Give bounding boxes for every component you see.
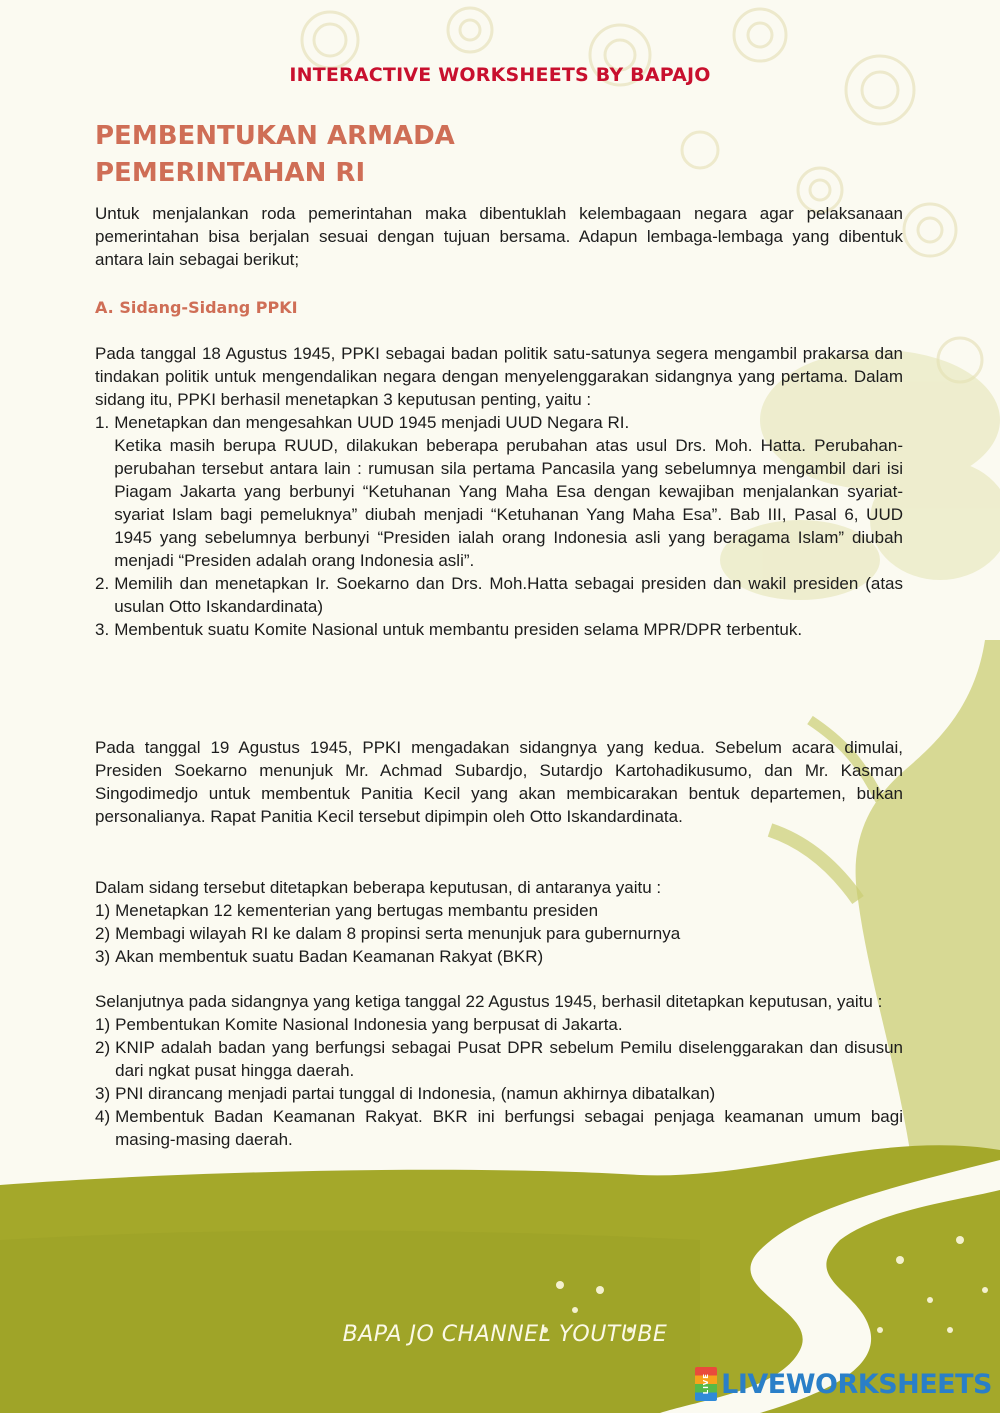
list-item: [95, 1105, 903, 1151]
section-heading: A. Sidang-Sidang PPKI: [95, 298, 298, 317]
list-item-text: Membagi wilayah RI ke dalam 8 propinsi serta menunjuk para gubernurnya: [115, 924, 681, 943]
page-title-line-1: PEMBENTUKAN ARMADA: [95, 121, 455, 151]
list-item-number: 3.: [95, 620, 110, 639]
list-item-number: 2): [95, 924, 111, 943]
list-item: [95, 922, 903, 945]
site-header: INTERACTIVE WORKSHEETS BY BAPAJO: [289, 64, 711, 86]
liveworksheets-badge-icon: [695, 1367, 717, 1401]
page-title-line-2: PEMERINTAHAN RI: [95, 158, 366, 188]
list-item-number: 1): [95, 901, 111, 920]
list-item: [95, 618, 903, 641]
sidang-2-intro: Pada tanggal 19 Agustus 1945, PPKI mengadakan sidangnya yang kedua. Sebelum acara dimulai, Presiden Soekarno menunjuk Mr. Achmad Subardjo, Sutardjo Kartohadikusumo, dan Mr. Kasman Singodimedjo untuk membentuk Panitia Kecil yang akan membicarakan bentuk departemen, bukan personalianya. Rapat Panitia Kecil tersebut dipimpin oleh Otto Iskandardinata.: [95, 738, 903, 826]
sidang-3-list: [95, 1013, 903, 1151]
list-item-text: Pembentukan Komite Nasional Indonesia yang berpusat di Jakarta.: [115, 1015, 623, 1034]
list-item-text: PNI dirancang menjadi partai tunggal di Indonesia, (namun akhirnya dibatalkan): [115, 1084, 716, 1103]
list-item-number: 1.: [95, 413, 110, 432]
list-item-text: Membentuk Badan Keamanan Rakyat. BKR ini berfungsi sebagai penjaga keamanan umum bagi masing-masing daerah.: [115, 1107, 903, 1149]
sidang-2-decisions: [95, 876, 903, 968]
liveworksheets-brand-text: LIVEWORKSHEETS: [721, 1368, 992, 1400]
list-item: [95, 572, 903, 618]
sidang-1-intro: Pada tanggal 18 Agustus 1945, PPKI sebagai badan politik satu-satunya segera mengambil prakarsa dan tindakan politik untuk mengendalikan negara dengan menyelenggarakan sidangnya yang pertama. Dalam sidang itu, PPKI berhasil menetapkan 3 keputusan penting, yaitu :: [95, 344, 903, 409]
list-item-number: 4): [95, 1107, 111, 1126]
list-item-number: 3): [95, 1084, 111, 1103]
list-item-number: 3): [95, 947, 111, 966]
sidang-3-block: [95, 990, 903, 1151]
sidang-3-intro: Selanjutnya pada sidangnya yang ketiga tanggal 22 Agustus 1945, berhasil ditetapkan keputusan, yaitu :: [95, 992, 883, 1011]
list-item-number: 2): [95, 1038, 111, 1057]
liveworksheets-badge-text: LIVE: [702, 1373, 711, 1395]
list-item-number: 2.: [95, 574, 110, 593]
list-item-text: Menetapkan dan mengesahkan UUD 1945 menjadi UUD Negara RI.: [114, 413, 630, 432]
page-title: [95, 118, 695, 192]
list-item: [95, 945, 903, 968]
footer-channel-label: BAPA JO CHANNEL YOUTUBE: [342, 1322, 668, 1347]
list-item: [95, 1036, 903, 1082]
list-item-number: 1): [95, 1015, 111, 1034]
list-item: [95, 411, 903, 572]
list-item: [95, 899, 903, 922]
sidang-2-decisions-intro: Dalam sidang tersebut ditetapkan beberapa keputusan, di antaranya yaitu :: [95, 878, 662, 897]
list-item-detail: Ketika masih berupa RUUD, dilakukan beberapa perubahan atas usul Drs. Moh. Hatta. Perubahan-perubahan tersebut antara lain : rumusan sila pertama Pancasila yang sebelumnya mengambil dari isi Piagam Jakarta yang berbunyi “Ketuhanan Yang Maha Esa dengan kewajiban menjalankan syariat-syariat Islam bagi pemeluknya” diubah menjadi “Ketuhanan Yang Maha Esa”. Bab III, Pasal 6, UUD 1945 yang sebelumnya berbunyi “Presiden ialah orang Indonesia asli yang beragama Islam” diubah menjadi “Presiden adalah orang Indonesia asli”.: [114, 436, 903, 570]
sidang-2-list: [95, 899, 903, 968]
list-item-text: Memilih dan menetapkan Ir. Soekarno dan Drs. Moh.Hatta sebagai presiden dan wakil presiden (atas usulan Otto Iskandardinata): [114, 574, 903, 616]
sidang-1-list: [95, 411, 903, 641]
list-item-text: Membentuk suatu Komite Nasional untuk membantu presiden selama MPR/DPR terbentuk.: [114, 620, 803, 639]
list-item-text: Akan membentuk suatu Badan Keamanan Rakyat (BKR): [115, 947, 544, 966]
list-item: [95, 1082, 903, 1105]
liveworksheets-logo[interactable]: [695, 1367, 992, 1401]
list-item: [95, 1013, 903, 1036]
list-item-text: KNIP adalah badan yang berfungsi sebagai Pusat DPR sebelum Pemilu diselenggarakan dan disusun dari ngkat pusat hingga daerah.: [115, 1038, 903, 1080]
sidang-1-block: [95, 342, 903, 641]
list-item-text: Menetapkan 12 kementerian yang bertugas membantu presiden: [115, 901, 599, 920]
intro-paragraph: Untuk menjalankan roda pemerintahan maka dibentuklah kelembagaan negara agar pelaksanaan pemerintahan bisa berjalan sesuai dengan tujuan bersama. Adapun lembaga-lembaga yang dibentuk antara lain sebagai berikut;: [95, 204, 903, 269]
